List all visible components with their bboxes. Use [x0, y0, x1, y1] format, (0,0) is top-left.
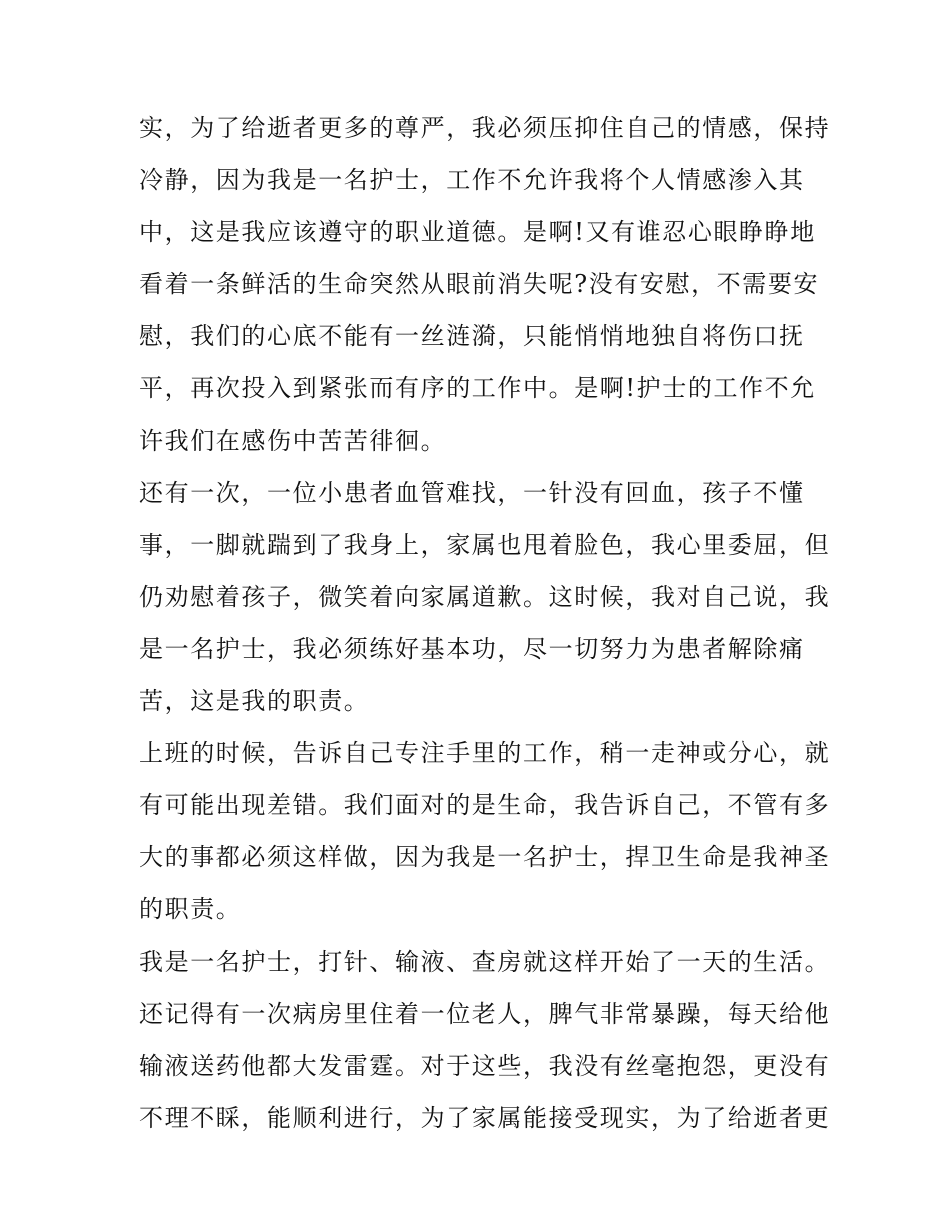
text-line: 平，再次投入到紧张而有序的工作中。是啊!护士的工作不允: [139, 374, 816, 403]
text-line: 仍劝慰着孩子，微笑着向家属道歉。这时候，我对自己说，我: [139, 582, 831, 611]
text-line: 的职责。: [139, 895, 242, 924]
text-line: 输液送药他都大发雷霆。对于这些，我没有丝毫抱怨，更没有: [139, 1051, 831, 1080]
text-line: 不理不睬，能顺利进行，为了家属能接受现实，为了给逝者更: [139, 1103, 831, 1132]
text-line: 中，这是我应该遵守的职业道德。是啊!又有谁忍心眼睁睁地: [139, 218, 816, 247]
text-line: 大的事都必须这样做，因为我是一名护士，捍卫生命是我神圣: [139, 843, 831, 872]
text-line: 还记得有一次病房里住着一位老人，脾气非常暴躁，每天给他: [139, 999, 831, 1028]
text-line: 事，一脚就踹到了我身上，家属也甩着脸色，我心里委屈，但: [139, 530, 831, 559]
text-line: 冷静，因为我是一名护士，工作不允许我将个人情感渗入其: [139, 166, 805, 195]
text-line: 实，为了给逝者更多的尊严，我必须压抑住自己的情感，保持: [139, 114, 831, 142]
text-line: 看着一条鲜活的生命突然从眼前消失呢?没有安慰，不需要安: [139, 270, 820, 299]
text-line: 还有一次，一位小患者血管难找，一针没有回血，孩子不懂: [139, 478, 805, 507]
body-text: [139, 102, 831, 1144]
text-line: 许我们在感伤中苦苦徘徊。: [139, 426, 447, 455]
text-line: 我是一名护士，打针、输液、查房就这样开始了一天的生活。: [139, 947, 831, 976]
text-line: 有可能出现差错。我们面对的是生命，我告诉自己，不管有多: [139, 791, 831, 820]
text-line: 苦，这是我的职责。: [139, 687, 370, 716]
text-line: 慰，我们的心底不能有一丝涟漪，只能悄悄地独自将伤口抚: [139, 322, 805, 351]
text-line: 是一名护士，我必须练好基本功，尽一切努力为患者解除痛: [139, 634, 805, 663]
text-line: 上班的时候，告诉自己专注手里的工作，稍一走神或分心，就: [139, 739, 831, 768]
